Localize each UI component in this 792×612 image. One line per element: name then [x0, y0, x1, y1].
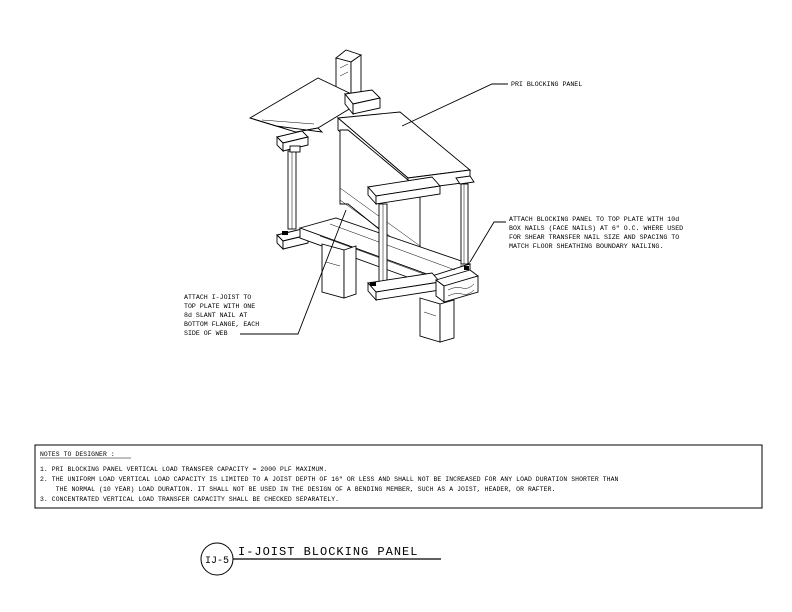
lower-wall-right: [420, 298, 454, 342]
right-i-joist: [456, 176, 474, 264]
callout-attach-ijoist-line-2: TOP PLATE WITH ONE: [184, 303, 256, 310]
isometric-detail: [250, 50, 478, 342]
callout-attach-ijoist-line-3: 8d SLANT NAIL AT: [184, 312, 248, 319]
notes-to-designer-box: [35, 445, 762, 508]
callout-attach-blocking-line-4: MATCH FLOOR SHEATHING BOUNDARY NAILING.: [509, 243, 664, 250]
callout-pri-blocking-panel: PRI BLOCKING PANEL: [511, 81, 583, 88]
notes-heading: NOTES TO DESIGNER :: [40, 451, 115, 458]
callout-attach-blocking-line-2: BOX NAILS (FACE NAILS) AT 6" O.C. WHERE USED: [509, 225, 684, 232]
note-line-2-cont: THE NORMAL (10 YEAR) LOAD DURATION. IT SHALL NOT BE USED IN THE DESIGN OF A BENDING MEMBER, SUCH AS A JOIST, HEADER, OR RAFTER.: [40, 486, 556, 493]
callout-attach-ijoist-line-4: BOTTOM FLANGE, EACH: [184, 321, 260, 328]
callout-attach-blocking-line-1: ATTACH BLOCKING PANEL TO TOP PLATE WITH 10d: [509, 216, 680, 223]
detail-title: [201, 543, 441, 575]
detail-title-text: I-JOIST BLOCKING PANEL: [238, 545, 419, 559]
lower-wall-left: [322, 244, 356, 298]
callout-attach-blocking-line-3: FOR SHEAR TRANSFER NAIL SIZE AND SPACING TO: [509, 234, 680, 241]
note-line-2: 2. THE UNIFORM LOAD VERTICAL LOAD CAPACITY IS LIMITED TO A JOIST DEPTH OF 16" OR LESS AND SHALL NOT BE INCREASED FOR ANY LOAD DURATION SHORTER THAN: [40, 476, 619, 483]
callout-attach-ijoist-line-1: ATTACH I-JOIST TO: [184, 294, 252, 301]
detail-tag: IJ-5: [204, 556, 230, 567]
note-line-1: 1. PRI BLOCKING PANEL VERTICAL LOAD TRANSFER CAPACITY = 2000 PLF MAXIMUM.: [40, 466, 328, 473]
upper-block: [345, 90, 380, 114]
note-line-3: 3. CONCENTRATED VERTICAL LOAD TRANSFER CAPACITY SHALL BE CHECKED SEPARATELY.: [40, 496, 340, 503]
callout-attach-ijoist-line-5: SIDE OF WEB: [184, 330, 228, 337]
